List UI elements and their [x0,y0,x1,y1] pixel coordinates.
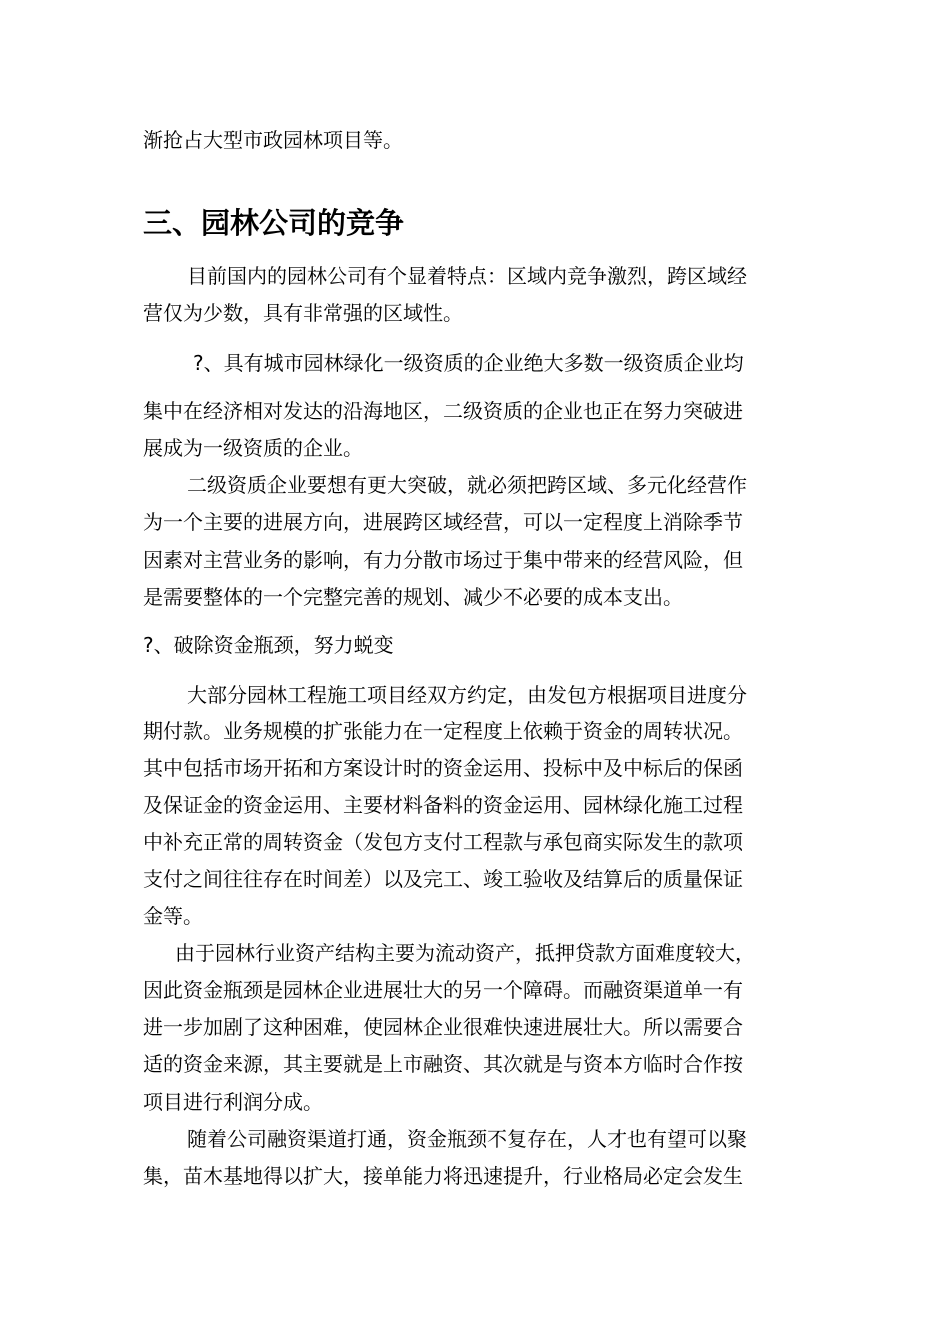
paragraph-line: 为一个主要的进展方向，进展跨区域经营，可以一定程度上消除季节 [143,510,743,534]
paragraph-line: 其中包括市场开拓和方案设计时的资金运用、投标中及中标后的保函 [143,756,743,780]
paragraph-line: 集中在经济相对发达的沿海地区，二级资质的企业也正在努力突破进 [143,399,743,423]
paragraph-line: 集，苗木基地得以扩大，接单能力将迅速提升，行业格局必定会发生 [143,1164,743,1188]
paragraph-line: 营仅为少数，具有非常强的区域性。 [143,301,463,325]
paragraph-line: 因此资金瓶颈是园林企业进展壮大的另一个障碍。而融资渠道单一有 [143,978,743,1002]
paragraph-line: 由于园林行业资产结构主要为流动资产，抵押贷款方面难度较大， [175,941,755,965]
paragraph-line: 金等。 [143,904,203,928]
paragraph-line: 大部分园林工程施工项目经双方约定，由发包方根据项目进度分 [187,683,747,707]
paragraph-line: 因素对主营业务的影响，有力分散市场过于集中带来的经营风险，但 [143,548,743,572]
paragraph-line: 中补充正常的周转资金（发包方支付工程款与承包商实际发生的款项 [143,830,743,854]
paragraph-line: 进一步加剧了这种困难，使园林企业很难快速进展壮大。所以需要合 [143,1015,743,1039]
paragraph-line: 展成为一级资质的企业。 [143,436,363,460]
paragraph-line: 支付之间往往存在时间差）以及完工、竣工验收及结算后的质量保证 [143,867,743,891]
paragraph-line: 二级资质企业要想有更大突破，就必须把跨区域、多元化经营作 [187,473,747,497]
subsection-title: ?、破除资金瓶颈，努力蜕变 [143,633,394,657]
paragraph-line: 随着公司融资渠道打通，资金瓶颈不复存在，人才也有望可以聚 [187,1127,747,1151]
paragraph-line: 渐抢占大型市政园林项目等。 [143,128,403,152]
section-heading: 三、园林公司的竞争 [143,206,405,240]
paragraph-line: 期付款。业务规模的扩张能力在一定程度上依赖于资金的周转状况。 [143,719,743,743]
paragraph-line: ?、具有城市园林绿化一级资质的企业绝大多数一级资质企业均 [193,351,744,375]
paragraph-line: 目前国内的园林公司有个显着特点：区域内竞争激烈，跨区域经 [187,264,747,288]
paragraph-line: 项目进行利润分成。 [143,1090,323,1114]
paragraph-line: 及保证金的资金运用、主要材料备料的资金运用、园林绿化施工过程 [143,793,743,817]
paragraph-line: 适的资金来源，其主要就是上市融资、其次就是与资本方临时合作按 [143,1052,743,1076]
paragraph-line: 是需要整体的一个完整完善的规划、减少不必要的成本支出。 [143,585,683,609]
